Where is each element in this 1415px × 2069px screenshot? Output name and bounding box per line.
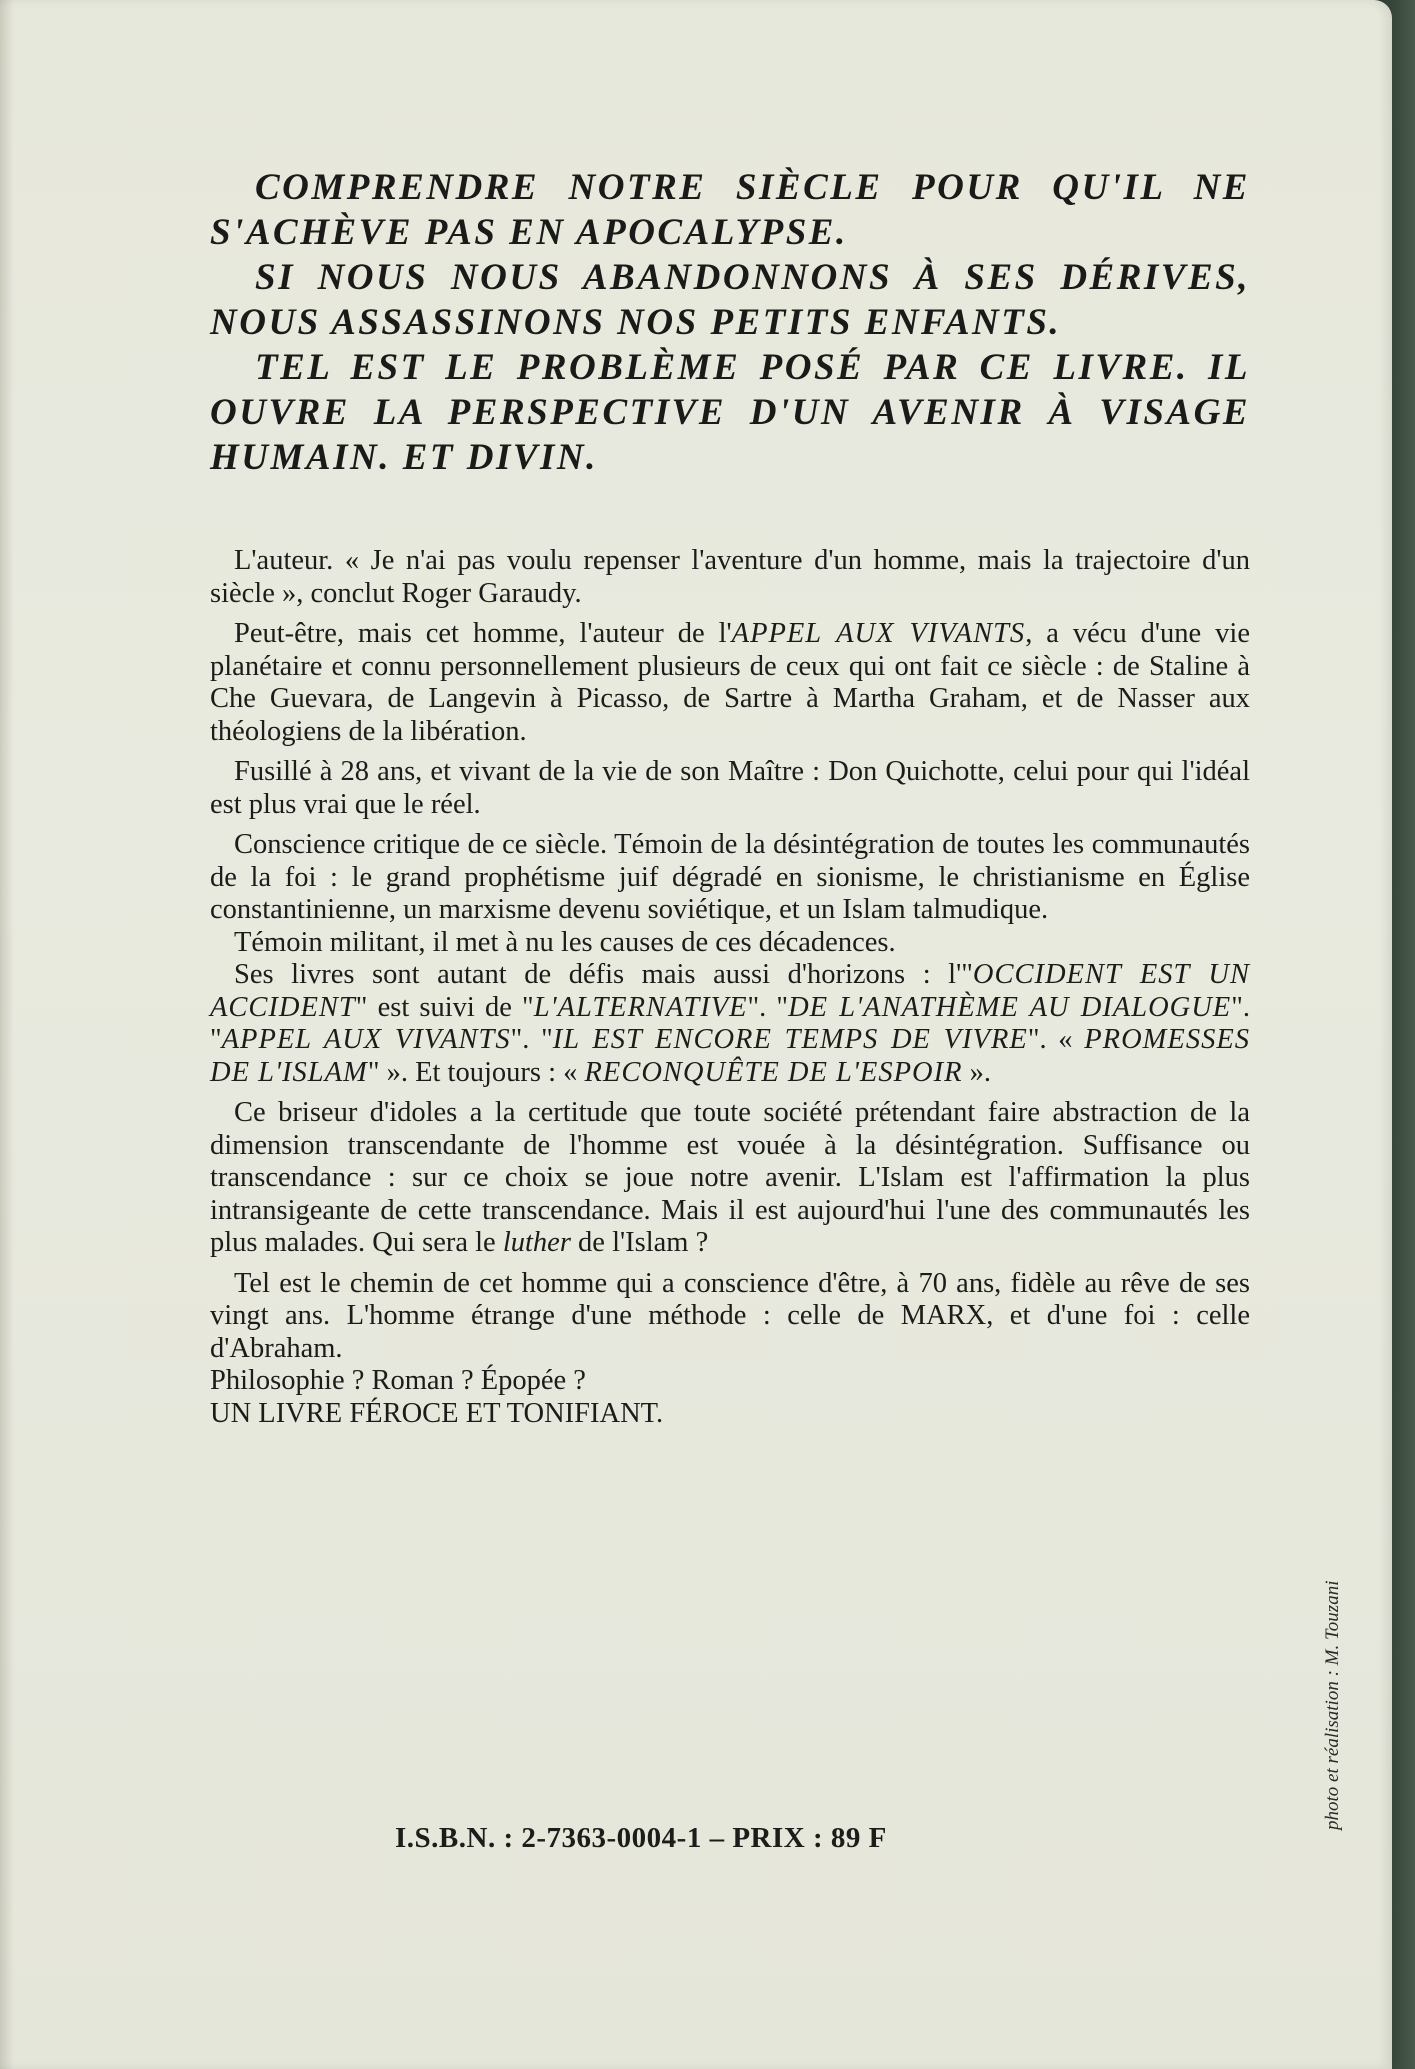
headline-paragraph-1: COMPRENDRE NOTRE SIÈCLE POUR QU'IL NE S'ACHÈVE PAS EN APOCALYPSE. [210, 167, 1250, 253]
book-title-alternative: L'ALTERNATIVE [533, 991, 748, 1023]
book-title-occident: OCCIDENT EST UN ACCIDENT [210, 959, 1250, 1023]
blurb-text [210, 545, 1250, 1430]
blurb-paragraph-chemin: Tel est le chemin de cet homme qui a conscience d'être, à 70 ans, fidèle au rêve de ses vingt ans. L'homme étrange d'une méthode : celle de MARX, et d'une foi : celle d'Abraham. [210, 1267, 1250, 1364]
isbn-price: I.S.B.N. : 2-7363-0004-1 – PRIX : 89 F [395, 1822, 887, 1854]
blurb-paragraph-briseur: Ce briseur d'idoles a la certitude que toute société prétendant faire abstraction de la dimension transcendante de l'homme est vouée à la désintégration. Suffisance ou transcendance : sur ce choix se joue notre avenir. L'Islam est l'affirmation la plus intransigeante de cette transcendance. Mais il est aujourd'hui l'une des communautés les plus malades. Qui sera le luther de l'Islam ? [210, 1097, 1250, 1258]
blurb-paragraph-author: L'auteur. « Je n'ai pas voulu repenser l'aventure d'un homme, mais la trajectoire d'un siècle », conclut Roger Garaudy. [210, 545, 1250, 609]
blurb-paragraph-livres: Ses livres sont autant de défis mais aussi d'horizons : l'"OCCIDENT EST UN ACCIDENT" est suivi de "L'ALTERNATIVE". "DE L'ANATHÈME AU DIALOGUE". "APPEL AUX VIVANTS". "IL EST ENCORE TEMPS DE VIVRE". « PROMESSES DE L'ISLAM" ». Et toujours : « RECONQUÊTE DE L'ESPOIR ». [210, 959, 1250, 1088]
blurb-paragraph-fusille: Fusillé à 28 ans, et vivant de la vie de son Maître : Don Quichotte, celui pour qui l'idéal est plus vrai que le réel. [210, 756, 1250, 820]
blurb-paragraph-conscience: Conscience critique de ce siècle. Témoin de la désintégration de toutes les communautés de la foi : le grand prophétisme juif dégradé en sionisme, le christianisme en Église constantinienne, un marxisme devenu soviétique, et un Islam talmudique. [210, 829, 1250, 925]
book-title-reconquete: RECONQUÊTE DE L'ESPOIR [584, 1056, 963, 1088]
headline-paragraph-3: TEL EST LE PROBLÈME POSÉ PAR CE LIVRE. IL OUVRE LA PERSPECTIVE D'UN AVENIR À VISAGE HUMAIN. ET DIVIN. [210, 347, 1250, 478]
headline-paragraph-2: SI NOUS NOUS ABANDONNONS À SES DÉRIVES, NOUS ASSASSINONS NOS PETITS ENFANTS. [210, 257, 1250, 343]
luther-word: luther [502, 1227, 571, 1258]
headline-block [210, 165, 1250, 480]
photo-credit: photo et réalisation : M. Touzani [1322, 1580, 1343, 1830]
blurb-paragraph-temoin: Témoin militant, il met à nu les causes de ces décadences. [234, 926, 896, 958]
book-title-anatheme: DE L'ANATHÈME AU DIALOGUE [788, 991, 1232, 1023]
book-title-promesses: PROMESSES DE L'ISLAM [210, 1024, 1250, 1088]
book-title-appel: APPEL AUX VIVANTS [731, 618, 1026, 649]
book-title-temps: IL EST ENCORE TEMPS DE VIVRE [552, 1024, 1028, 1055]
blurb-question-line: Philosophie ? Roman ? Épopée ? [210, 1365, 586, 1396]
book-title-appel-2: APPEL AUX VIVANTS [221, 1024, 511, 1055]
blurb-tagline: UN LIVRE FÉROCE ET TONIFIANT. [210, 1397, 664, 1429]
blurb-paragraph-life: Peut-être, mais cet homme, l'auteur de l'APPEL AUX VIVANTS, a vécu d'une vie planétaire et connu personnellement plusieurs de ceux qui ont fait ce siècle : de Staline à Che Guevara, de Langevin à Picasso, de Sartre à Martha Graham, et de Nasser aux théologiens de la libération. [210, 618, 1250, 747]
